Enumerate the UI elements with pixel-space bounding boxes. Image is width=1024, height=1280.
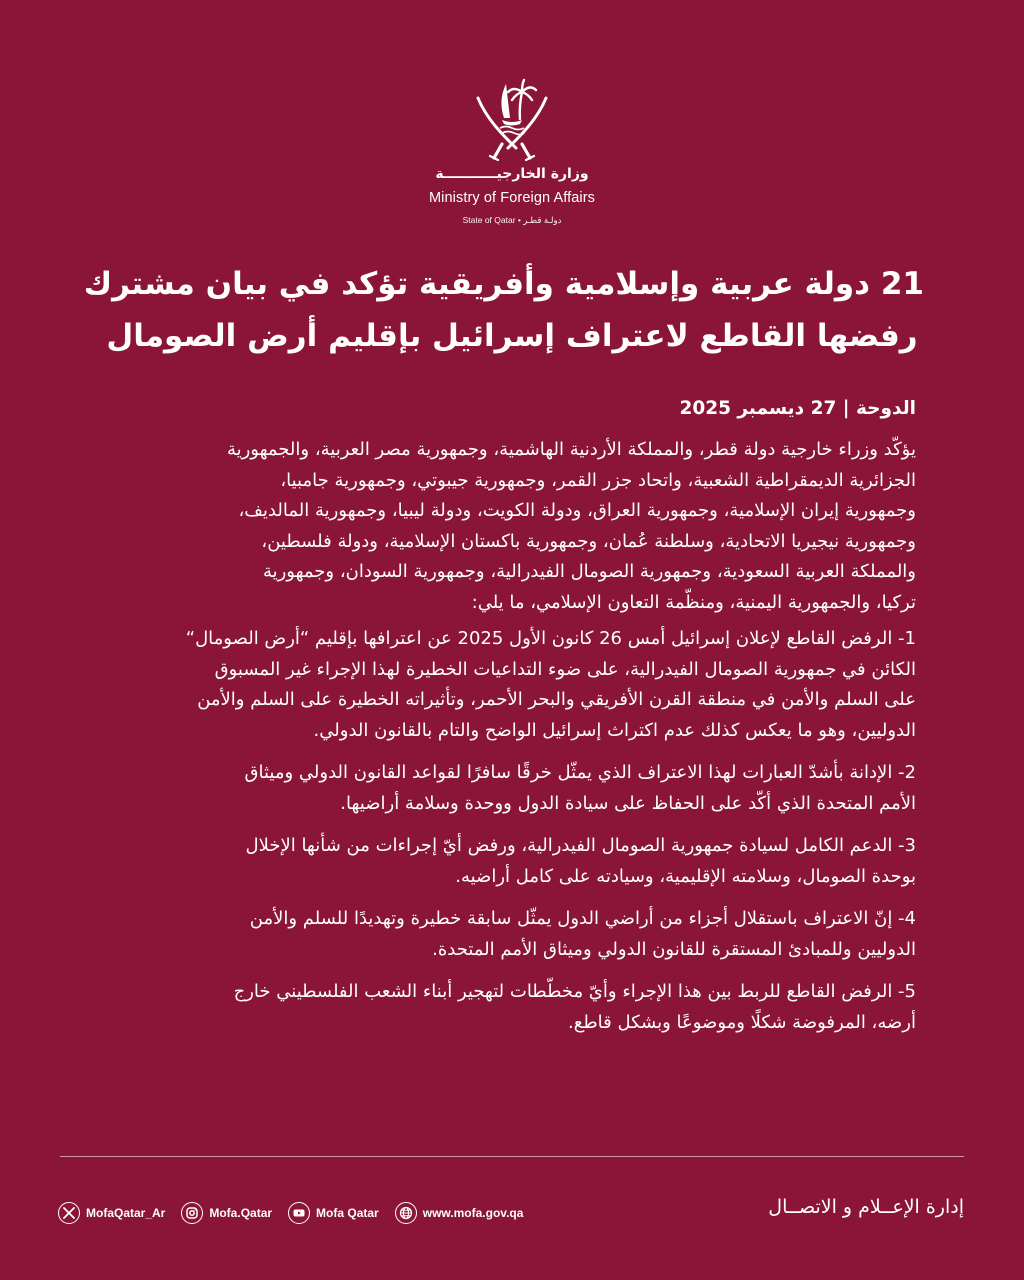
point-2 bbox=[108, 758, 916, 819]
point-5 bbox=[108, 977, 916, 1038]
point-line: 5- الرفض القاطع للربط بين هذا الإجراء وأيّ مخطّطات لتهجير أبناء الشعب الفلسطيني خارج bbox=[233, 981, 916, 1002]
department-name: إدارة الإعــلام و الاتصــال bbox=[768, 1196, 964, 1218]
point-line: بوحدة الصومال، وسلامته الإقليمية، وسيادته على كامل أراضيه. bbox=[455, 865, 916, 887]
footer-divider bbox=[60, 1156, 964, 1157]
point-line: 1- الرفض القاطع لإعلان إسرائيل أمس 26 كانون الأول 2025 عن اعترافها بإقليم “أرض الصومال“ bbox=[185, 628, 916, 649]
logo-subtitle: State of Qatar • دولـة قطـر bbox=[462, 215, 562, 225]
social-links bbox=[58, 1202, 539, 1224]
intro-paragraph bbox=[108, 435, 916, 618]
point-line: أرضه، المرفوضة شكلًا وموضوعًا وبشكل قاطع. bbox=[568, 1011, 916, 1033]
intro-line: الجزائرية الديمقراطية الشعبية، واتحاد جزر القمر، وجمهورية جيبوتي، وجمهورية جامبيا، bbox=[280, 469, 916, 491]
point-line: على السلم والأمن في منطقة القرن الأفريقي والبحر الأحمر، وتأثيراته الخطيرة على السلم والأمن bbox=[197, 689, 916, 710]
intro-line: وجمهورية نيجيريا الاتحادية، وسلطنة عُمان، وجمهورية باكستان الإسلامية، ودولة فلسطين، bbox=[261, 530, 916, 552]
logo-arabic-name: وزارة الخارجيـــــــــــة bbox=[435, 166, 589, 182]
title-line-1: 21 دولة عربية وإسلامية وأفريقية تؤكد في بيان مشترك bbox=[83, 266, 924, 302]
point-line: الكائن في جمهورية الصومال الفيدرالية، على ضوء التداعيات الخطيرة لهذا الإجراء غير المسبوق bbox=[214, 658, 916, 680]
youtube-icon bbox=[288, 1202, 310, 1224]
intro-line: يؤكّد وزراء خارجية دولة قطر، والمملكة الأردنية الهاشمية، وجمهورية مصر العربية، والجمهورية bbox=[226, 439, 916, 460]
ministry-logo bbox=[412, 78, 612, 238]
point-line: 2- الإدانة بأشدّ العبارات لهذا الاعتراف الذي يمثّل خرقًا سافرًا لقواعد القانون الدولي وميثاق bbox=[244, 762, 916, 783]
instagram-icon bbox=[181, 1202, 203, 1224]
statement-body bbox=[108, 395, 916, 1050]
point-line: الدوليين، وهو ما يعكس كذلك عدم اكتراث إسرائيل الواضح والتام بالقانون الدولي. bbox=[313, 719, 916, 741]
point-1 bbox=[108, 624, 916, 746]
title-line-2: رفضها القاطع لاعتراف إسرائيل بإقليم أرض الصومال bbox=[106, 318, 918, 354]
social-website[interactable] bbox=[395, 1202, 524, 1224]
social-youtube[interactable] bbox=[288, 1202, 379, 1224]
point-3 bbox=[108, 831, 916, 892]
social-handle: Mofa.Qatar bbox=[209, 1206, 273, 1220]
intro-line: تركيا، والجمهورية اليمنية، ومنظّمة التعاون الإسلامي، ما يلي: bbox=[471, 591, 916, 613]
intro-line: وجمهورية إيران الإسلامية، وجمهورية العراق، ودولة الكويت، ودولة ليبيا، وجمهورية المالديف، bbox=[238, 500, 916, 521]
point-4 bbox=[108, 904, 916, 965]
point-line: الدوليين وللمبادئ المستقرة للقانون الدولي وميثاق الأمم المتحدة. bbox=[432, 938, 916, 960]
point-line: 4- إنّ الاعتراف باستقلال أجزاء من أراضي الدول يمثّل سابقة خطيرة وتهديدًا للسلم والأمن bbox=[249, 908, 916, 929]
logo-english-name: Ministry of Foreign Affairs bbox=[428, 190, 596, 206]
social-x[interactable] bbox=[58, 1202, 165, 1224]
dateline: الدوحة | 27 ديسمبر 2025 bbox=[679, 398, 916, 419]
qatar-emblem-icon bbox=[472, 78, 552, 164]
globe-icon bbox=[395, 1202, 417, 1224]
social-handle: MofaQatar_Ar bbox=[86, 1206, 166, 1220]
social-handle: Mofa Qatar bbox=[316, 1206, 379, 1220]
footer bbox=[58, 1196, 964, 1236]
intro-line: والمملكة العربية السعودية، وجمهورية الصومال الفيدرالية، وجمهورية السودان، وجمهورية bbox=[262, 561, 916, 582]
website-url: www.mofa.gov.qa bbox=[422, 1206, 524, 1220]
social-instagram[interactable] bbox=[181, 1202, 272, 1224]
x-icon bbox=[58, 1202, 80, 1224]
point-line: 3- الدعم الكامل لسيادة جمهورية الصومال الفيدرالية، ورفض أيّ إجراءات من شأنها الإخلال bbox=[245, 835, 916, 856]
point-line: الأمم المتحدة الذي أكّد على الحفاظ على سيادة الدول ووحدة وسلامة أراضيها. bbox=[340, 792, 916, 814]
statement-title bbox=[83, 258, 924, 362]
